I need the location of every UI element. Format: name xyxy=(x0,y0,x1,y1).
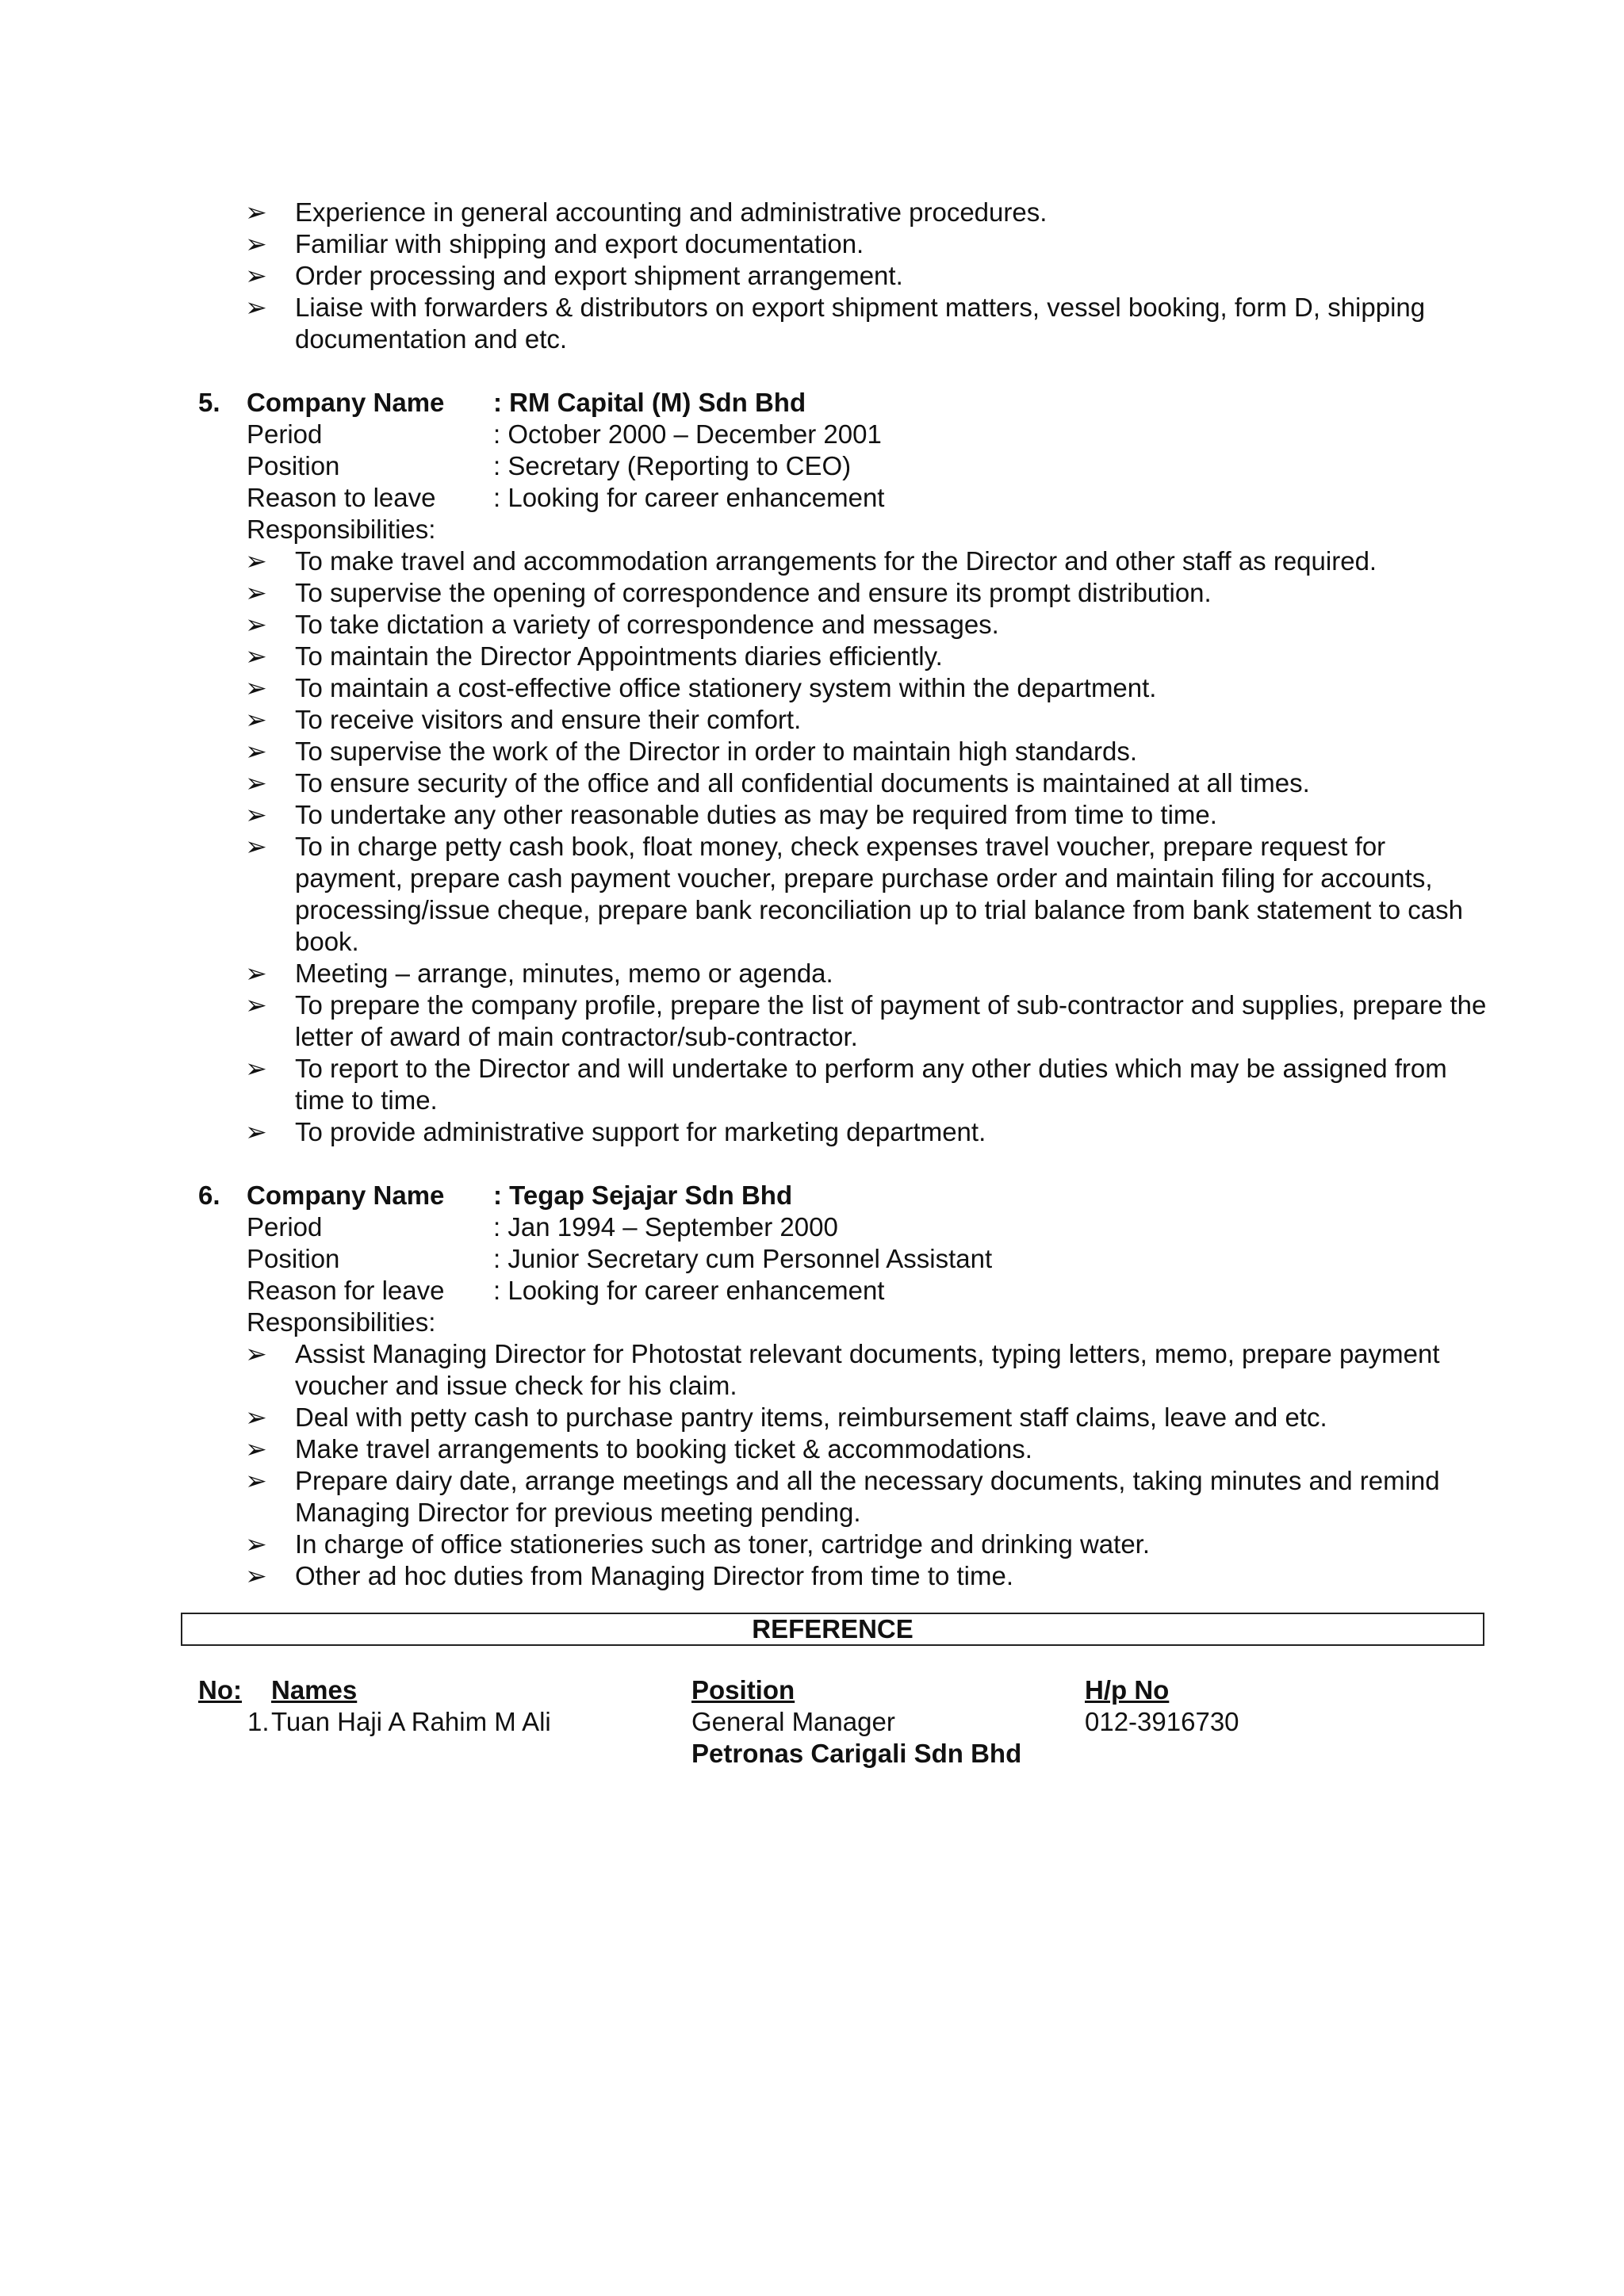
arrow-bullet-icon: ➢ xyxy=(245,832,267,861)
arrow-bullet-icon: ➢ xyxy=(245,261,267,290)
arrow-bullet-icon: ➢ xyxy=(245,800,267,829)
list-item: ➢ To in charge petty cash book, float money, check expenses travel voucher, prepare request for payment, prepare cash payment voucher, prepare purchase order and maintain filing for accounts, processing/issue cheque, prepare bank reconciliation up to trial balance from bank statement to cash book. xyxy=(245,832,1464,956)
list-item: ➢ To supervise the work of the Director in order to maintain high standards. xyxy=(245,737,1138,766)
list-item: ➢ Familiar with shipping and export documentation. xyxy=(245,229,864,258)
arrow-bullet-icon: ➢ xyxy=(245,673,267,702)
reason-label: Reason for leave xyxy=(247,1276,445,1305)
arrow-bullet-icon: ➢ xyxy=(245,1434,267,1464)
arrow-bullet-icon: ➢ xyxy=(245,959,267,988)
list-item: ➢ Make travel arrangements to booking ticket & accommodations. xyxy=(245,1434,1032,1464)
list-item: ➢ In charge of office stationeries such as toner, cartridge and drinking water. xyxy=(245,1529,1151,1559)
reference-name: Tuan Haji A Rahim M Ali xyxy=(271,1707,551,1736)
arrow-bullet-icon: ➢ xyxy=(245,1054,267,1083)
list-item: ➢ To report to the Director and will undertake to perform any other duties which may be assigned from time to time. xyxy=(245,1054,1447,1115)
reason-value: : Looking for career enhancement xyxy=(493,1276,885,1305)
responsibilities-list xyxy=(198,545,1491,1148)
arrow-bullet-icon: ➢ xyxy=(245,768,267,798)
list-item: ➢ To undertake any other reasonable duties as may be required from time to time. xyxy=(245,800,1217,829)
list-item: ➢ To provide administrative support for marketing department. xyxy=(245,1117,986,1146)
list-item: ➢ Liaise with forwarders & distributors on export shipment matters, vessel booking, form D, shipping documentation and etc. xyxy=(245,293,1426,354)
reference-table xyxy=(198,1674,1467,1770)
period-value: : Jan 1994 – September 2000 xyxy=(493,1212,838,1242)
list-item: ➢ Deal with petty cash to purchase pantry items, reimbursement staff claims, leave and etc. xyxy=(245,1402,1327,1432)
arrow-bullet-icon: ➢ xyxy=(245,1339,267,1368)
arrow-bullet-icon: ➢ xyxy=(245,1466,267,1495)
table-row xyxy=(198,1706,1467,1738)
entry-number: 5. xyxy=(198,388,220,417)
company-name-label: Company Name xyxy=(247,388,445,417)
list-item: ➢ Assist Managing Director for Photostat relevant documents, typing letters, memo, prepare payment voucher and issue check for his claim. xyxy=(245,1339,1440,1400)
responsibilities-label: Responsibilities: xyxy=(247,515,436,544)
list-item: ➢ To prepare the company profile, prepare the list of payment of sub-contractor and supplies, prepare the letter of award of main contractor/sub-contractor. xyxy=(245,990,1487,1051)
arrow-bullet-icon: ➢ xyxy=(245,737,267,766)
company-entry-5 xyxy=(198,387,1491,1148)
list-item: ➢ Experience in general accounting and administrative procedures. xyxy=(245,197,1048,227)
reference-header-row xyxy=(198,1674,1467,1706)
list-item: ➢ Prepare dairy date, arrange meetings and all the necessary documents, taking minutes and remind Managing Director for previous meeting pending. xyxy=(245,1466,1440,1527)
arrow-bullet-icon: ➢ xyxy=(245,578,267,607)
intro-bullet-list xyxy=(198,197,1491,355)
list-item: ➢ Other ad hoc duties from Managing Director from time to time. xyxy=(245,1561,1014,1590)
company-name-value: : RM Capital (M) Sdn Bhd xyxy=(493,388,806,417)
arrow-bullet-icon: ➢ xyxy=(245,1402,267,1432)
arrow-bullet-icon: ➢ xyxy=(245,610,267,639)
arrow-bullet-icon: ➢ xyxy=(245,641,267,671)
arrow-bullet-icon: ➢ xyxy=(245,197,267,227)
reference-position: General Manager xyxy=(691,1707,895,1736)
company-entry-6 xyxy=(198,1180,1491,1592)
arrow-bullet-icon: ➢ xyxy=(245,1529,267,1559)
resume-content xyxy=(198,197,1491,1592)
list-item: ➢ To make travel and accommodation arrangements for the Director and other staff as required. xyxy=(245,546,1377,576)
table-row xyxy=(198,1738,1467,1770)
hp-header: H/p No xyxy=(1085,1675,1170,1705)
list-item: ➢ To take dictation a variety of correspondence and messages. xyxy=(245,610,999,639)
reference-company: Petronas Carigali Sdn Bhd xyxy=(691,1739,1022,1768)
arrow-bullet-icon: ➢ xyxy=(245,546,267,576)
period-label: Period xyxy=(247,1212,323,1242)
arrow-bullet-icon: ➢ xyxy=(245,293,267,322)
position-value: : Junior Secretary cum Personnel Assistant xyxy=(493,1244,993,1273)
position-value: : Secretary (Reporting to CEO) xyxy=(493,451,852,480)
reference-number: 1. xyxy=(247,1707,270,1736)
list-item: ➢ To receive visitors and ensure their comfort. xyxy=(245,705,802,734)
reference-heading: REFERENCE xyxy=(181,1613,1484,1646)
list-item: ➢ To ensure security of the office and all confidential documents is maintained at all times. xyxy=(245,768,1310,798)
list-item: ➢ To maintain the Director Appointments diaries efficiently. xyxy=(245,641,943,671)
entry-number: 6. xyxy=(198,1181,220,1210)
period-value: : October 2000 – December 2001 xyxy=(493,419,882,449)
list-item: ➢ Meeting – arrange, minutes, memo or agenda. xyxy=(245,959,833,988)
no-header: No: xyxy=(198,1675,242,1705)
reason-label: Reason to leave xyxy=(247,483,436,512)
list-item: ➢ To maintain a cost-effective office stationery system within the department. xyxy=(245,673,1157,702)
position-header: Position xyxy=(691,1675,795,1705)
company-name-value: : Tegap Sejajar Sdn Bhd xyxy=(493,1181,793,1210)
period-label: Period xyxy=(247,419,323,449)
reference-phone: 012-3916730 xyxy=(1085,1707,1239,1736)
company-name-label: Company Name xyxy=(247,1181,445,1210)
responsibilities-label: Responsibilities: xyxy=(247,1307,436,1337)
list-item: ➢ Order processing and export shipment arrangement. xyxy=(245,261,903,290)
arrow-bullet-icon: ➢ xyxy=(245,990,267,1020)
arrow-bullet-icon: ➢ xyxy=(245,705,267,734)
responsibilities-list xyxy=(198,1338,1491,1592)
arrow-bullet-icon: ➢ xyxy=(245,229,267,258)
arrow-bullet-icon: ➢ xyxy=(245,1117,267,1146)
arrow-bullet-icon: ➢ xyxy=(245,1561,267,1590)
reason-value: : Looking for career enhancement xyxy=(493,483,885,512)
position-label: Position xyxy=(247,451,340,480)
names-header: Names xyxy=(271,1675,358,1705)
list-item: ➢ To supervise the opening of correspondence and ensure its prompt distribution. xyxy=(245,578,1212,607)
position-label: Position xyxy=(247,1244,340,1273)
